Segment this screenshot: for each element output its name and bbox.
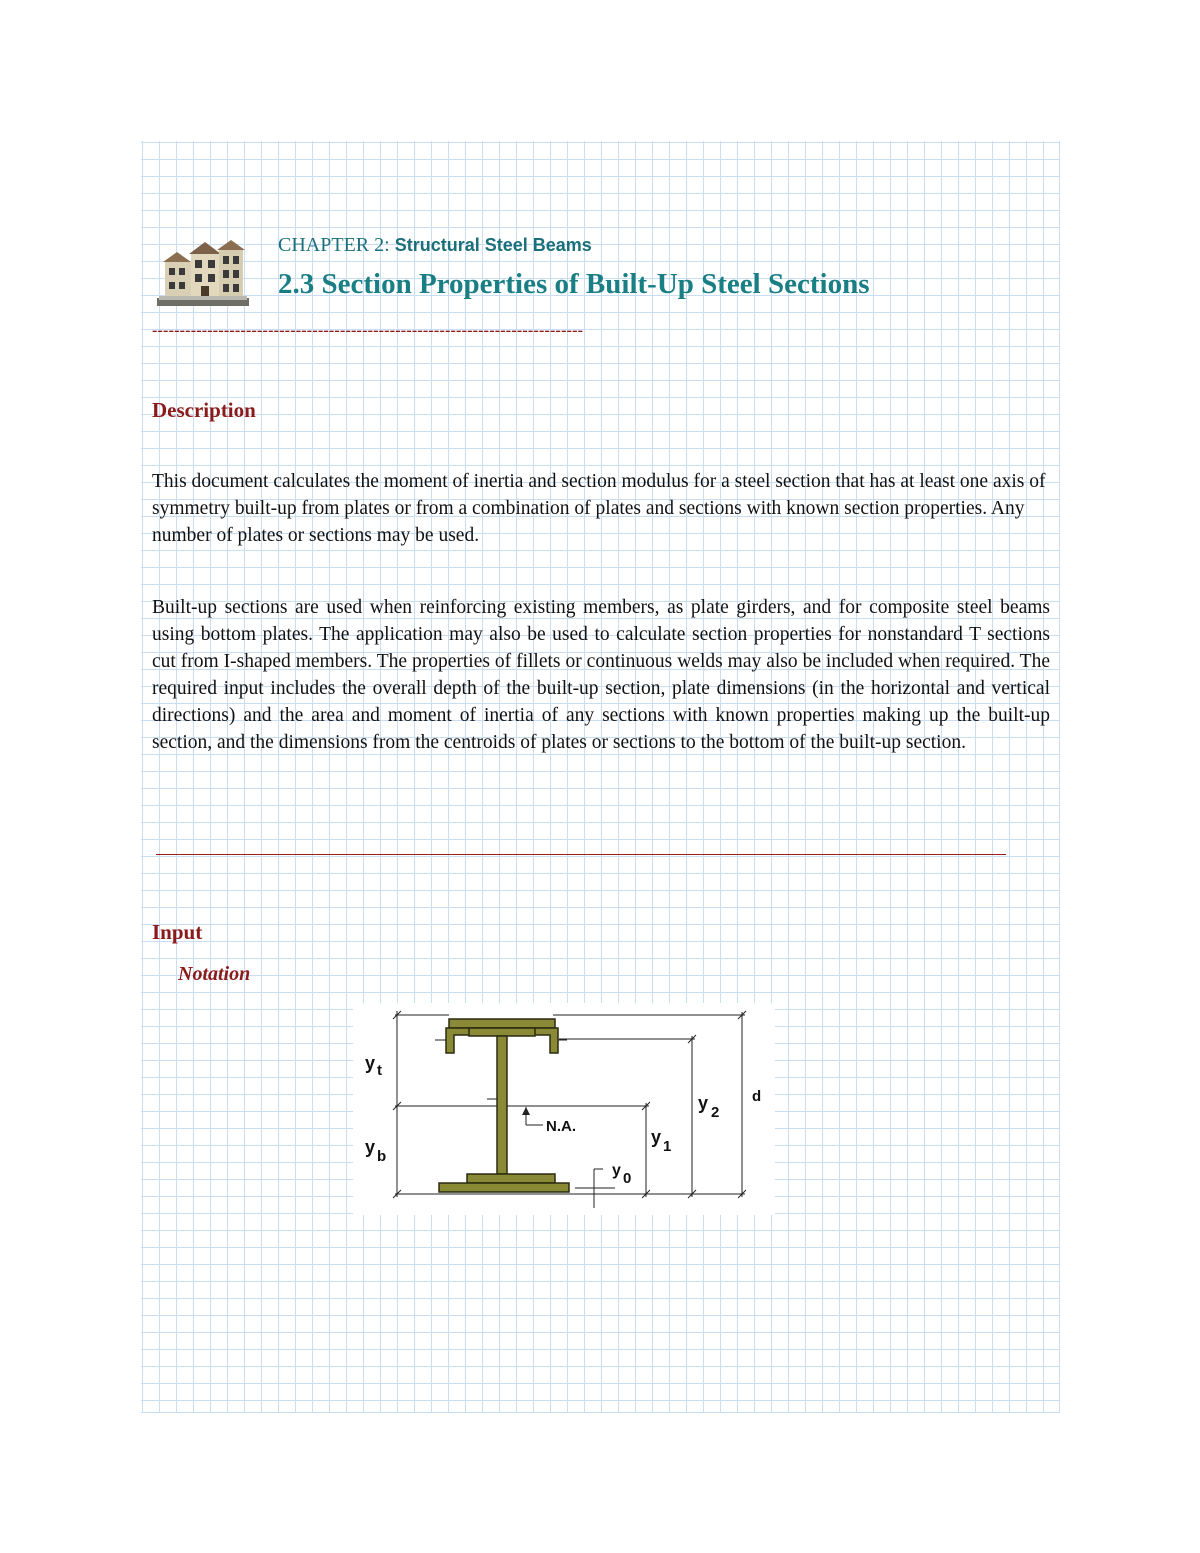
label-y2-sub: 2	[711, 1104, 720, 1121]
label-yt: y	[365, 1053, 376, 1073]
label-yt-sub: t	[377, 1062, 382, 1079]
label-yb-sub: b	[377, 1148, 387, 1165]
input-heading: Input	[152, 920, 203, 944]
dashed-divider: ------------------------------------------------------------------------------	[152, 322, 584, 339]
top-flange	[469, 1028, 535, 1036]
section-title: 2.3 Section Properties of Built-Up Steel Sections	[278, 268, 870, 300]
bottom-flange	[467, 1174, 555, 1183]
web	[497, 1036, 507, 1174]
label-y1-sub: 1	[663, 1138, 672, 1155]
description-heading: Description	[152, 398, 256, 422]
building-logo-icon	[155, 232, 251, 308]
chapter-heading	[278, 234, 592, 257]
built-up-section-diagram	[353, 1003, 775, 1215]
label-d: d	[752, 1088, 762, 1105]
label-neutral-axis: N.A.	[546, 1118, 576, 1135]
notation-diagram	[353, 1003, 775, 1215]
top-cover-plate	[449, 1019, 555, 1028]
label-yb: y	[365, 1137, 376, 1157]
notation-heading: Notation	[178, 963, 251, 985]
description-paragraph-1: This document calculates the moment of inertia and section modulus for a steel section that has at least one axis of symmetry built-up from plates or from a combination of plates and sections with known section properties. Any number of plates or sections may be used.	[152, 471, 1046, 546]
chapter-prefix: CHAPTER 2:	[278, 234, 390, 256]
label-y2: y	[698, 1093, 709, 1113]
na-arrow-icon	[522, 1107, 530, 1115]
description-paragraph-2: Built-up sections are used when reinforcing existing members, as plate girders, and for composite steel beams using bottom plates. The application may also be used to calculate section properties for nonstandard T sections cut from I-shaped members. The properties of fillets or continuous welds may also be included when required. The required input includes the overall depth of the built-up section, plate dimensions (in the horizontal and vertical directions) and the area and moment of inertia of any sections with known properties making up the built-up section, and the dimensions from the centroids of plates or sections to the bottom of the built-up section.	[152, 597, 1050, 753]
bottom-plate	[439, 1183, 569, 1192]
label-y0-sub: 0	[623, 1170, 632, 1187]
label-y0: y	[612, 1162, 621, 1179]
horizontal-rule	[156, 854, 1006, 855]
chapter-name: Structural Steel Beams	[394, 235, 592, 255]
label-y1: y	[651, 1127, 662, 1147]
